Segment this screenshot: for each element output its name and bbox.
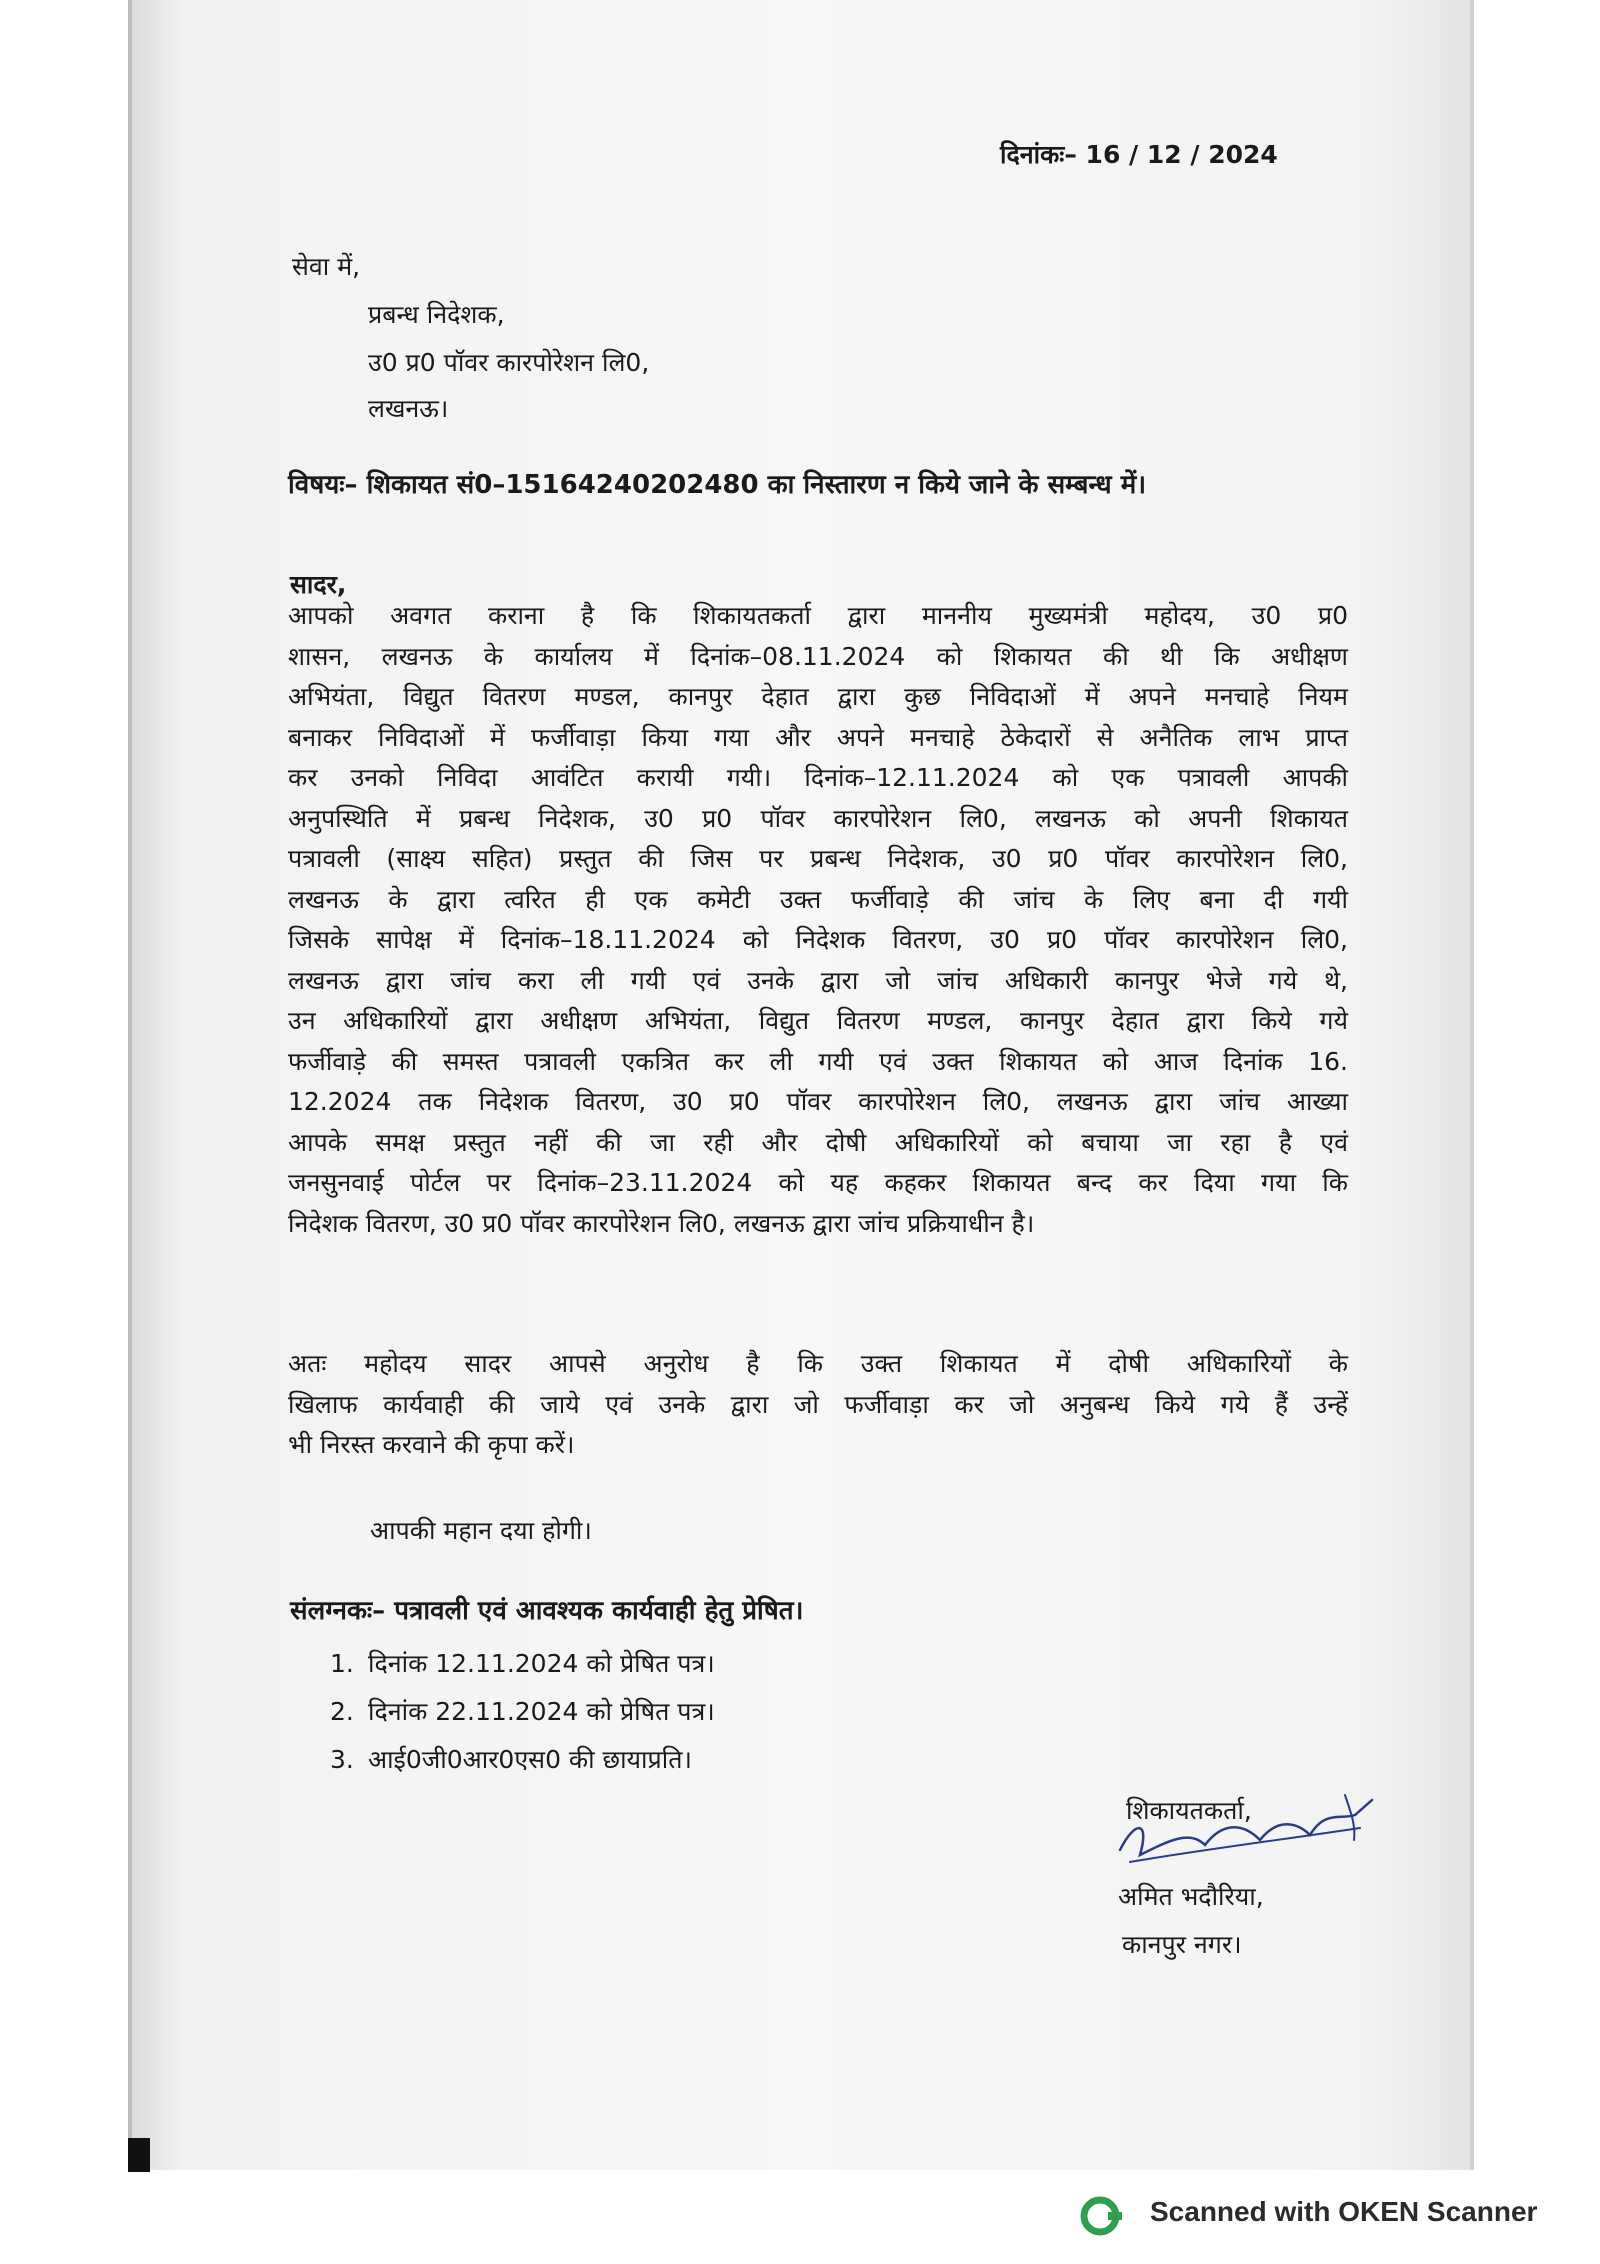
paragraph-line: 12.2024 तक निदेशक वितरण, उ0 प्र0 पॉवर कारपोरेशन लि0, लखनऊ द्वारा जांच आख्या: [288, 1087, 1348, 1116]
paragraph-line: उन अधिकारियों द्वारा अधीक्षण अभियंता, विद्युत वितरण मण्डल, कानपुर देहात द्वारा किये गये: [288, 1006, 1348, 1035]
handwritten-signature: [1110, 1780, 1390, 1880]
enclosure-text: दिनांक 12.11.2024 को प्रेषित पत्र।: [368, 1649, 715, 1678]
letter-to: सेवा में,: [292, 252, 361, 281]
enclosure-item: [330, 1688, 715, 1736]
paragraph-line: आपको अवगत कराना है कि शिकायतकर्ता द्वारा माननीय मुख्यमंत्री महोदय, उ0 प्र0: [288, 601, 1348, 630]
letter-closing: आपकी महान दया होगी।: [370, 1516, 592, 1545]
letter-salutation: सादर,: [290, 570, 347, 599]
address-line-3: लखनऊ।: [368, 394, 449, 423]
paragraph-line: निदेशक वितरण, उ0 प्र0 पॉवर कारपोरेशन लि0, लखनऊ द्वारा जांच प्रक्रियाधीन है।: [288, 1208, 1035, 1238]
enclosure-list: [330, 1640, 715, 1784]
scanner-watermark-text: Scanned with OKEN Scanner: [1150, 2196, 1538, 2227]
paragraph-line: जिसके सापेक्ष में दिनांक–18.11.2024 को निदेशक वितरण, उ0 प्र0 पॉवर कारपोरेशन लि0,: [288, 925, 1348, 954]
paragraph-line: लखनऊ द्वारा जांच करा ली गयी एवं उनके द्वारा जो जांच अधिकारी कानपुर भेजे गये थे,: [288, 965, 1348, 995]
paragraph-line: कर उनको निविदा आवंटित करायी गयी। दिनांक–12.11.2024 को एक पत्रावली आपकी: [288, 763, 1348, 792]
scan-edge-right: [1470, 0, 1474, 2170]
letter-subject: विषयः– शिकायत सं0–15164240202480 का निस्तारण न किये जाने के सम्बन्ध में।: [288, 470, 1147, 500]
paragraph-line: लखनऊ के द्वारा त्वरित ही एक कमेटी उक्त फर्जीवाड़े की जांच के लिए बना दी गयी: [288, 884, 1348, 914]
address-line-2: उ0 प्र0 पॉवर कारपोरेशन लि0,: [368, 348, 650, 377]
paragraph-line: खिलाफ कार्यवाही की जाये एवं उनके द्वारा जो फर्जीवाड़ा कर जो अनुबन्ध किये गये हैं उन्हें: [288, 1389, 1348, 1419]
signatory-role: शिकायतकर्ता,: [1126, 1796, 1252, 1825]
signatory-place: कानपुर नगर।: [1122, 1930, 1242, 1959]
address-line-1: प्रबन्ध निदेशक,: [368, 300, 505, 329]
paragraph-line: शासन, लखनऊ के कार्यालय में दिनांक–08.11.2024 को शिकायत की थी कि अधीक्षण: [288, 641, 1348, 671]
letter-date: दिनांकः– 16 / 12 / 2024: [1000, 140, 1278, 169]
body-paragraph-1: [288, 596, 1348, 1244]
paragraph-line: फर्जीवाड़े की समस्त पत्रावली एकत्रित कर ली गयी एवं उक्त शिकायत को आज दिनांक 16.: [288, 1046, 1348, 1076]
enclosure-number: 1.: [330, 1649, 354, 1678]
paragraph-line: अतः महोदय सादर आपसे अनुरोध है कि उक्त शिकायत में दोषी अधिकारियों के: [288, 1349, 1348, 1378]
enclosure-number: 2.: [330, 1697, 354, 1726]
enclosure-number: 3.: [330, 1745, 354, 1774]
paragraph-line: अनुपस्थिति में प्रबन्ध निदेशक, उ0 प्र0 पॉवर कारपोरेशन लि0, लखनऊ को अपनी शिकायत: [288, 803, 1348, 833]
paragraph-line: अभियंता, विद्युत वितरण मण्डल, कानपुर देहात द्वारा कुछ निविदाओं में अपने मनचाहे नियम: [288, 682, 1348, 711]
paragraph-line: बनाकर निविदाओं में फर्जीवाड़ा किया गया और अपने मनचाहे ठेकेदारों से अनैतिक लाभ प्राप्त: [288, 722, 1348, 752]
body-paragraph-2: [288, 1344, 1348, 1466]
scan-dark-corner: [128, 2138, 150, 2172]
enclosure-heading: संलग्नकः– पत्रावली एवं आवश्यक कार्यवाही हेतु प्रेषित।: [290, 1596, 804, 1626]
paragraph-line: पत्रावली (साक्ष्य सहित) प्रस्तुत की जिस पर प्रबन्ध निदेशक, उ0 प्र0 पॉवर कारपोरेशन लि0,: [288, 844, 1348, 873]
paragraph-line: आपके समक्ष प्रस्तुत नहीं की जा रही और दोषी अधिकारियों को बचाया जा रहा है एवं: [288, 1127, 1348, 1157]
oken-scanner-logo-icon: [1078, 2192, 1126, 2240]
enclosure-item: [330, 1640, 715, 1688]
signatory-name: अमित भदौरिया,: [1118, 1882, 1264, 1911]
enclosure-text: आई0जी0आर0एस0 की छायाप्रति।: [368, 1745, 692, 1774]
enclosure-text: दिनांक 22.11.2024 को प्रेषित पत्र।: [368, 1697, 715, 1726]
paragraph-line: भी निरस्त करवाने की कृपा करें।: [288, 1430, 575, 1459]
enclosure-item: [330, 1736, 715, 1784]
paragraph-line: जनसुनवाई पोर्टल पर दिनांक–23.11.2024 को यह कहकर शिकायत बन्द कर दिया गया कि: [288, 1168, 1348, 1197]
